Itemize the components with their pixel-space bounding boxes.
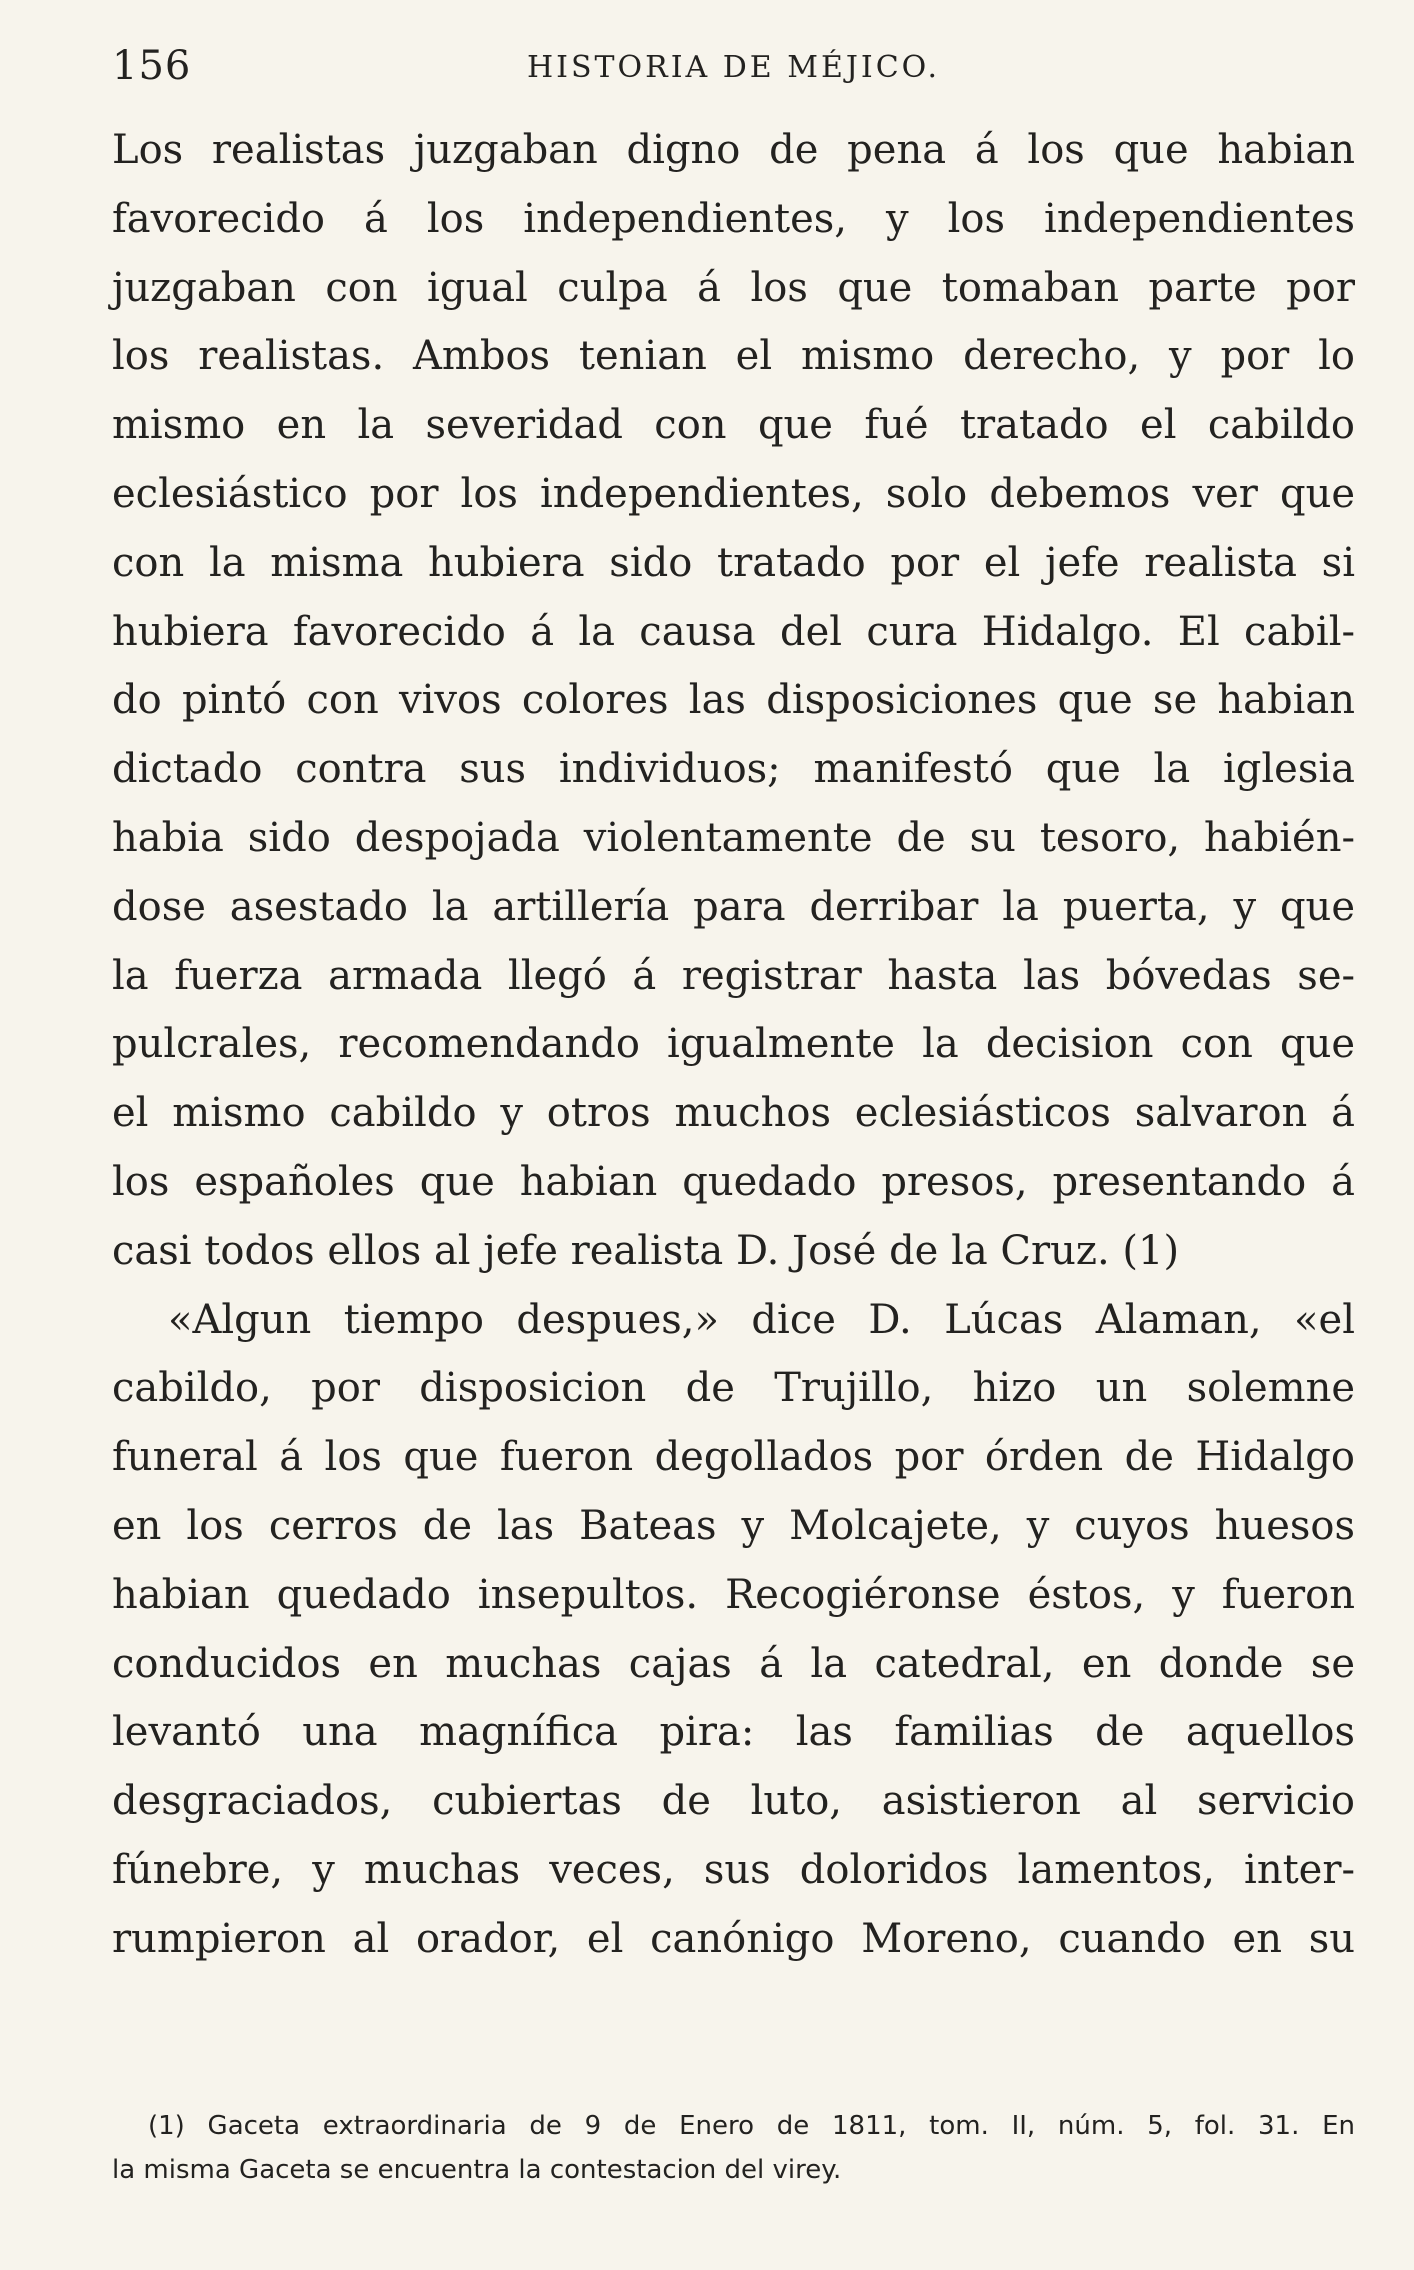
text-line: eclesiástico por los independientes, solo debemos ver que [112, 470, 1355, 517]
text-line: hubiera favorecido á la causa del cura Hidalgo. El cabil- [112, 608, 1355, 655]
text-line: dictado contra sus individuos; manifestó que la iglesia [112, 746, 1355, 793]
text-line: en los cerros de las Bateas y Molcajete, y cuyos huesos [112, 1502, 1355, 1549]
running-title: HISTORIA DE MÉJICO. [526, 50, 941, 85]
text-line: juzgaban con igual culpa á los que tomaban parte por [112, 264, 1355, 311]
text-line: mismo en la severidad con que fué tratado el cabildo [112, 402, 1355, 449]
text-line: habian quedado insepultos. Recogiéronse éstos, y fueron [112, 1571, 1355, 1618]
body-text [112, 116, 1355, 1974]
text-line: cabildo, por disposicion de Trujillo, hizo un solemne [112, 1365, 1355, 1412]
paragraph-end-line: casi todos ellos al jefe realista D. José de la Cruz. (1) [112, 1227, 1180, 1274]
text-line: los realistas. Ambos tenian el mismo derecho, y por lo [112, 333, 1355, 380]
text-line: do pintó con vivos colores las disposiciones que se habian [112, 677, 1355, 724]
text-line: con la misma hubiera sido tratado por el jefe realista si [112, 539, 1355, 586]
text-line: desgraciados, cubiertas de luto, asistieron al servicio [112, 1778, 1355, 1825]
page-number: 156 [112, 43, 192, 89]
page-header [112, 40, 1355, 92]
text-line: la fuerza armada llegó á registrar hasta las bóvedas se- [112, 952, 1355, 999]
text-line: fúnebre, y muchas veces, sus doloridos lamentos, inter- [112, 1846, 1355, 1893]
text-line: favorecido á los independientes, y los independientes [112, 195, 1355, 242]
text-line: los españoles que habian quedado presos, presentando á [112, 1158, 1355, 1205]
text-line: Los realistas juzgaban digno de pena á los que habian [112, 127, 1355, 173]
text-line: dose asestado la artillería para derribar la puerta, y que [112, 883, 1355, 930]
text-line: el mismo cabildo y otros muchos eclesiásticos salvaron á [112, 1090, 1355, 1137]
footnote-line: (1) Gaceta extraordinaria de 9 de Enero de 1811, tom. II, núm. 5, fol. 31. En [148, 2111, 1355, 2141]
text-line: pulcrales, recomendando igualmente la decision con que [112, 1021, 1355, 1068]
text-line: habia sido despojada violentamente de su tesoro, habién- [112, 814, 1355, 861]
footnote [112, 2104, 1355, 2192]
text-line: conducidos en muchas cajas á la catedral, en donde se [112, 1640, 1355, 1687]
text-line: levantó una magnífica pira: las familias de aquellos [112, 1709, 1355, 1756]
text-line: funeral á los que fueron degollados por órden de Hidalgo [112, 1434, 1355, 1481]
text-line: rumpieron al orador, el canónigo Moreno, cuando en su [112, 1915, 1355, 1962]
paragraph-start-line: «Algun tiempo despues,» dice D. Lúcas Alaman, «el [168, 1296, 1355, 1343]
footnote-line: la misma Gaceta se encuentra la contestacion del virey. [112, 2155, 842, 2185]
